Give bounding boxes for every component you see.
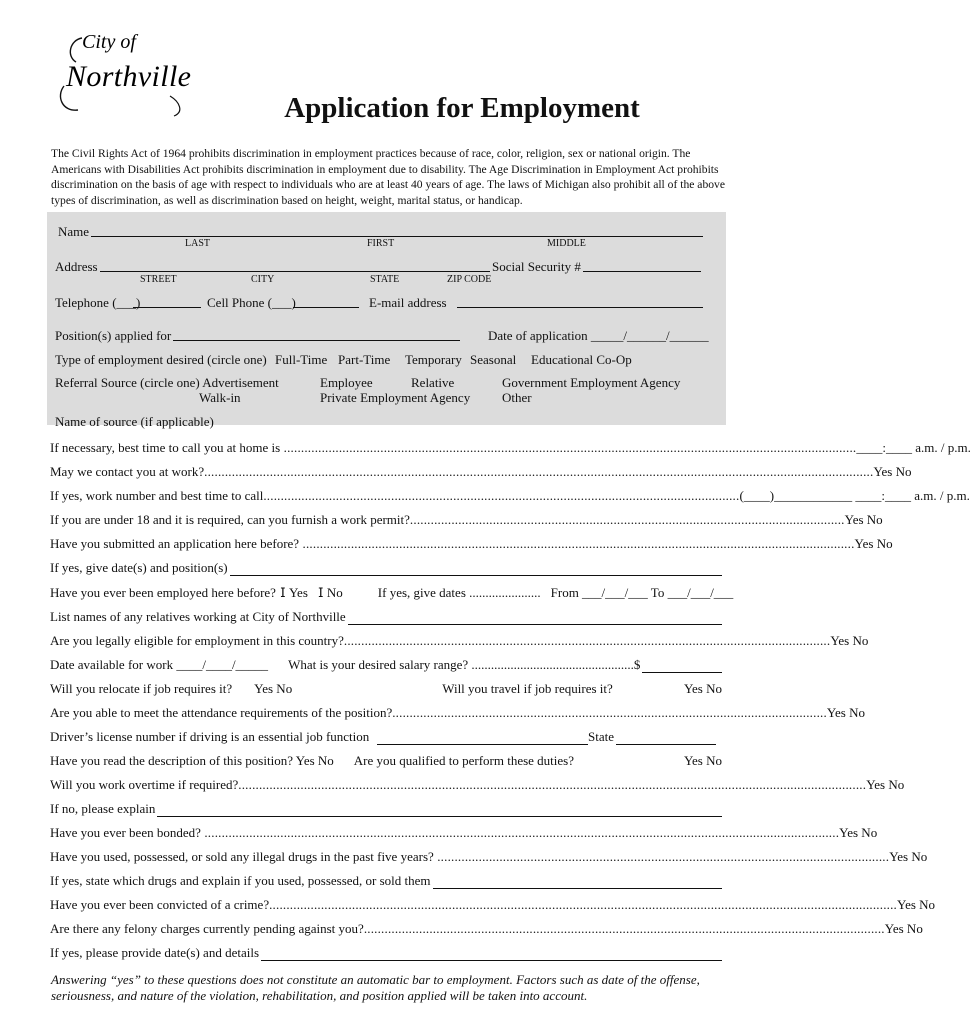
question-felony-pending: Are there any felony charges currently pending against you? ....................................................................................................................................................... Yes No <box>50 921 923 936</box>
employed-from-to-field[interactable]: From ___/___/___ To ___/___/___ <box>550 585 734 600</box>
position-label: Position(s) applied for <box>55 328 172 343</box>
convicted-yes-no[interactable]: Yes No <box>897 897 936 912</box>
question-convicted: Have you ever been convicted of a crime? ...................................................................................................................................................................................... Yes No <box>50 897 936 912</box>
referral-other[interactable]: Other <box>502 390 532 405</box>
bonded-yes-no[interactable]: Yes No <box>839 825 878 840</box>
address-field[interactable] <box>100 271 490 272</box>
question-relocate-travel: Will you relocate if job requires it? Yes No Will you travel if job requires it? Yes No <box>50 681 722 696</box>
last-sublabel: LAST <box>185 238 210 249</box>
question-drugs-explain: If yes, state which drugs and explain if you used, possessed, or sold them <box>50 873 722 889</box>
employment-type-label: Type of employment desired (circle one) <box>55 352 267 367</box>
telephone-label: Telephone (___) <box>55 295 141 310</box>
relocate-yes-no[interactable]: Yes No <box>254 681 293 696</box>
question-drivers-license: Driver’s license number if driving is an essential job function State <box>50 729 722 745</box>
question-prior-dates-positions: If yes, give date(s) and position(s) <box>50 560 722 576</box>
street-sublabel: STREET <box>140 274 177 285</box>
question-illegal-drugs: Have you used, possessed, or sold any illegal drugs in the past five years? ................................................................................................................................... Yes No <box>50 849 928 864</box>
overtime-yes-no[interactable]: Yes No <box>866 777 905 792</box>
question-submitted-before: Have you submitted an application here before? ................................................................................................................................................................ Yes No <box>50 536 893 551</box>
type-full-time[interactable]: Full-Time <box>275 352 328 367</box>
position-field[interactable] <box>173 340 460 341</box>
employed-before-no[interactable]: 𝖨 No <box>317 585 343 600</box>
legally-eligible-yes-no[interactable]: Yes No <box>830 633 869 648</box>
question-work-number: If yes, work number and best time to call .......................................................................................................................................... (____)____________ ____:____ a.m. / p.m. <box>50 488 970 503</box>
salary-field[interactable] <box>642 661 722 673</box>
illegal-drugs-yes-no[interactable]: Yes No <box>889 849 928 864</box>
qualified-label: Are you qualified to perform these duties? <box>353 753 575 768</box>
salary-label: What is your desired salary range? ..................................................$ <box>288 657 641 672</box>
type-temporary[interactable]: Temporary <box>405 352 462 367</box>
personal-info-section <box>47 212 726 429</box>
qualified-yes-no[interactable]: Yes No <box>683 753 722 768</box>
travel-yes-no[interactable]: Yes No <box>683 681 722 696</box>
intro-paragraph: The Civil Rights Act of 1964 prohibits discrimination in employment practices because of race, color, religion, sex or national origin. The Americans with Disabilities Act prohibits discrimination in employment due to disability. The Age Discrimination in Employment Act prohibits discrimination on the basis of age with respect to individuals who are at least 40 years of age. The laws of Michigan also prohibit all of the above types of discrimination, as well as discrimination based on height, weight, marital status, or handicap. <box>51 147 725 207</box>
address-label: Address <box>55 259 98 274</box>
question-date-available-salary <box>50 657 722 673</box>
relatives-field[interactable] <box>348 613 722 625</box>
question-employed-here-before: Have you ever been employed here before? 𝖨 Yes 𝖨 No If yes, give dates ...................... From ___/___/___ To ___/___/___ <box>50 585 734 600</box>
question-bonded: Have you ever been bonded? ........................................................................................................................................................................................ Yes No <box>50 825 878 840</box>
license-state-field[interactable] <box>616 733 716 745</box>
email-label: E-mail address <box>369 295 447 310</box>
ssn-field[interactable] <box>583 271 701 272</box>
question-felony-details: If yes, please provide date(s) and details <box>50 945 722 961</box>
logo-line1: City of <box>82 31 136 53</box>
felony-details-field[interactable] <box>261 949 722 961</box>
middle-sublabel: MIDDLE <box>547 238 586 249</box>
logo-line2: Northville <box>66 60 191 93</box>
best-time-home-field[interactable]: ____:____ a.m. / p.m. <box>856 440 971 455</box>
question-attendance: Are you able to meet the attendance requirements of the position? .............................................................................................................................. Yes No <box>50 705 865 720</box>
question-best-time-home: If necessary, best time to call you at home is ...................................................................................................................................................................... ____:____ a.m. / p.m. <box>50 440 971 455</box>
employed-before-yes[interactable]: 𝖨 Yes <box>279 585 308 600</box>
referral-government-agency[interactable]: Government Employment Agency <box>502 375 681 390</box>
read-description-yes-no[interactable]: Have you read the description of this position? Yes No <box>50 753 334 768</box>
work-permit-yes-no[interactable]: Yes No <box>844 512 883 527</box>
question-work-permit: If you are under 18 and it is required, can you furnish a work permit? .............................................................................................................................. Yes No <box>50 512 883 527</box>
drugs-explain-field[interactable] <box>433 877 722 889</box>
cell-phone-label: Cell Phone (___) <box>207 295 296 310</box>
question-read-description <box>50 753 722 769</box>
city-sublabel: CITY <box>251 274 275 285</box>
question-contact-at-work: May we contact you at work? .................................................................................................................................................................................................. Yes No <box>50 464 912 479</box>
employed-dates-label: If yes, give dates ...................... <box>377 585 541 600</box>
zip-sublabel: ZIP CODE <box>447 274 492 285</box>
date-of-application[interactable]: Date of application _____/______/______ <box>488 328 709 343</box>
email-field[interactable] <box>457 307 703 308</box>
felony-pending-yes-no[interactable]: Yes No <box>884 921 923 936</box>
question-explain-no: If no, please explain <box>50 801 722 817</box>
prior-dates-positions-field[interactable] <box>230 564 722 576</box>
travel-label: Will you travel if job requires it? <box>442 681 613 696</box>
attendance-yes-no[interactable]: Yes No <box>826 705 865 720</box>
submitted-before-yes-no[interactable]: Yes No <box>854 536 893 551</box>
type-seasonal[interactable]: Seasonal <box>470 352 517 367</box>
cell-phone-field[interactable] <box>293 307 359 308</box>
question-legally-eligible: Are you legally eligible for employment in this country? ............................................................................................................................................. Yes No <box>50 633 869 648</box>
type-part-time[interactable]: Part-Time <box>338 352 391 367</box>
ssn-label: Social Security # <box>492 259 581 274</box>
telephone-field[interactable] <box>133 307 201 308</box>
question-relatives: List names of any relatives working at City of Northville <box>50 609 722 625</box>
drivers-license-field[interactable] <box>377 733 588 745</box>
referral-employee[interactable]: Employee <box>320 375 373 390</box>
disclaimer-footer: Answering “yes” to these questions does not constitute an automatic bar to employment. Factors such as date of the offense, seriousness, and nature of the violation, rehabilitation, and position applied will be taken into account. <box>51 972 700 1003</box>
referral-relative[interactable]: Relative <box>411 375 455 390</box>
contact-at-work-yes-no[interactable]: Yes No <box>873 464 912 479</box>
referral-private-agency[interactable]: Private Employment Agency <box>320 390 471 405</box>
date-available-field[interactable]: Date available for work ____/____/_____ <box>50 657 269 672</box>
explain-no-field[interactable] <box>157 805 722 817</box>
name-label: Name <box>58 224 90 239</box>
type-educational-co-op[interactable]: Educational Co-Op <box>531 352 632 367</box>
referral-source-label[interactable]: Referral Source (circle one) Advertisement <box>55 375 279 390</box>
state-sublabel: STATE <box>370 274 400 285</box>
referral-walk-in[interactable]: Walk-in <box>199 390 241 405</box>
question-overtime: Will you work overtime if required? ...................................................................................................................................................................................... Yes No <box>50 777 905 792</box>
page-title: Application for Employment <box>284 92 640 124</box>
source-name-label: Name of source (if applicable) <box>55 414 214 429</box>
work-number-field[interactable]: (____)____________ ____:____ a.m. / p.m. <box>739 488 970 503</box>
license-state-label: State <box>588 729 614 744</box>
first-sublabel: FIRST <box>367 238 395 249</box>
name-field[interactable] <box>91 236 703 237</box>
